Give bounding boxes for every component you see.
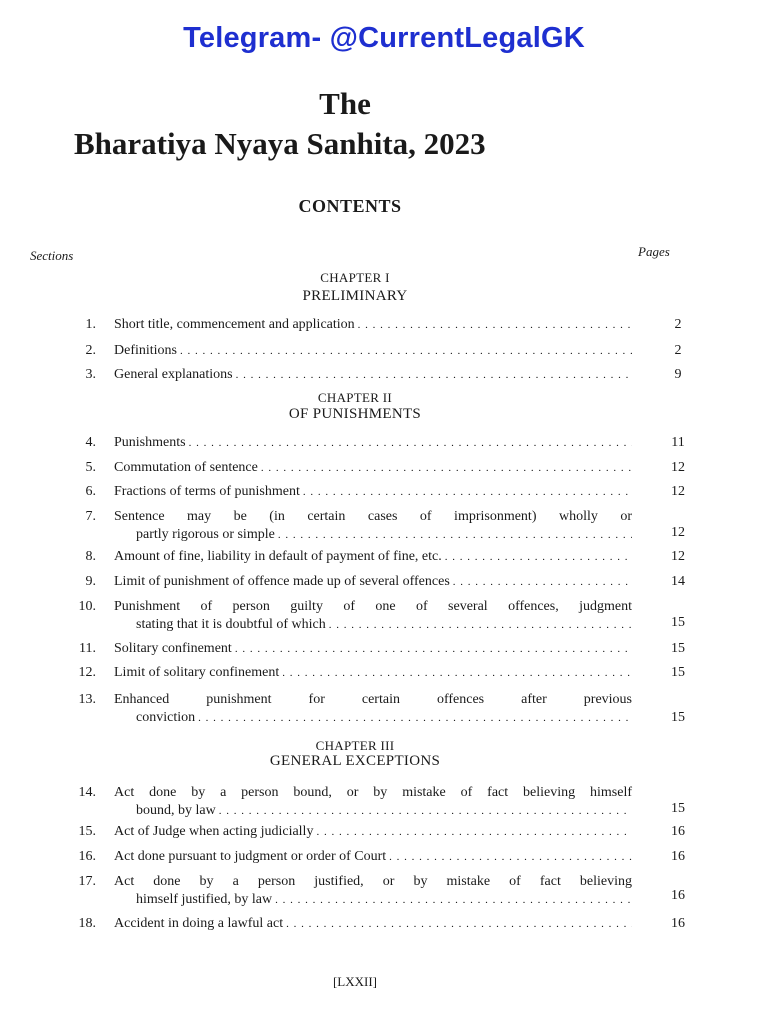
- page-number: 14: [671, 574, 685, 589]
- dot-leader: [453, 573, 632, 591]
- dot-leader: [261, 459, 632, 477]
- section-title-line: [114, 573, 632, 591]
- section-title: [114, 915, 632, 933]
- pages-column-label: Pages: [638, 244, 670, 259]
- section-title-text: Act done pursuant to judgment or order of Court: [114, 849, 387, 864]
- section-title-continuation: [114, 616, 632, 634]
- section-title-line: [114, 664, 632, 682]
- section-number: 7.: [85, 509, 96, 524]
- section-title-line: [114, 848, 632, 866]
- section-title-line: [114, 483, 632, 501]
- section-title: [114, 316, 632, 334]
- section-title: [114, 823, 632, 841]
- chapter-name: PRELIMINARY: [302, 288, 408, 304]
- page-number: 16: [671, 888, 685, 903]
- chapter-name: OF PUNISHMENTS: [288, 406, 422, 422]
- dot-leader: [445, 548, 632, 566]
- chapter-label: CHAPTER II: [317, 390, 393, 405]
- section-number: 8.: [85, 549, 96, 564]
- page-number: 15: [671, 641, 685, 656]
- section-title-text: Definitions: [114, 343, 177, 358]
- contents-heading: CONTENTS: [298, 196, 402, 216]
- section-title-text: partly rigorous or simple: [136, 527, 275, 542]
- page-number: 12: [671, 484, 685, 499]
- section-title: [114, 483, 632, 501]
- dot-leader: [316, 823, 632, 841]
- section-number: 13.: [78, 692, 96, 707]
- section-number: 16.: [78, 849, 96, 864]
- chapter-label: CHAPTER I: [320, 270, 390, 285]
- sections-column-label: Sections: [30, 248, 74, 263]
- page-number: 16: [671, 849, 685, 864]
- section-title: [114, 434, 632, 452]
- section-title-text: Act of Judge when acting judicially: [114, 824, 314, 839]
- section-title-line: Enhanced punishment for certain offences after previous: [114, 692, 632, 707]
- section-title: [114, 598, 632, 634]
- page-number: 12: [671, 460, 685, 475]
- section-title-line: Sentence may be (in certain cases of imprisonment) wholly or: [114, 509, 632, 524]
- section-title-text: Limit of solitary confinement: [114, 665, 280, 680]
- section-title-text: Short title, commencement and application: [114, 317, 355, 332]
- section-title: [114, 366, 632, 384]
- section-title-text: Accident in doing a lawful act: [114, 916, 284, 931]
- section-title: [114, 548, 632, 566]
- dot-leader: [235, 640, 632, 658]
- dot-leader: [358, 316, 632, 334]
- section-title-line: Act done by a person justified, or by mistake of fact believing: [114, 874, 632, 889]
- chapter-label: CHAPTER III: [315, 738, 395, 753]
- section-title-text: Amount of fine, liability in default of payment of fine, etc.: [114, 549, 442, 564]
- section-number: 6.: [85, 484, 96, 499]
- section-title: [114, 784, 632, 820]
- section-title-line: [114, 316, 632, 334]
- dot-leader: [278, 526, 632, 544]
- section-title-line: [114, 459, 632, 477]
- page-title: Bharatiya Nyaya Sanhita, 2023: [74, 126, 486, 161]
- section-number: 5.: [85, 460, 96, 475]
- section-number: 4.: [85, 435, 96, 450]
- section-title: [114, 342, 632, 360]
- section-title-continuation: [114, 802, 632, 820]
- page-number: 12: [671, 525, 685, 540]
- section-number: 3.: [85, 367, 96, 382]
- section-title-text: General explanations: [114, 367, 233, 382]
- dot-leader: [236, 366, 632, 384]
- page-number: 2: [674, 317, 682, 332]
- section-number: 14.: [78, 785, 96, 800]
- section-title-line: Punishment of person guilty of one of several offences, judgment: [114, 599, 632, 614]
- section-title-continuation: [114, 526, 632, 544]
- section-title-text: conviction: [136, 710, 196, 725]
- section-title-line: Act done by a person bound, or by mistake of fact believing himself: [114, 785, 632, 800]
- section-title-line: [114, 366, 632, 384]
- section-number: 18.: [78, 916, 96, 931]
- section-title-continuation: [114, 891, 632, 909]
- section-title-text: himself justified, by law: [136, 892, 273, 907]
- dot-leader: [286, 915, 632, 933]
- page-number: 16: [671, 824, 685, 839]
- page-number: 15: [671, 665, 685, 680]
- dot-leader: [389, 848, 632, 866]
- section-title-text: Punishments: [114, 435, 186, 450]
- page-number: 12: [671, 549, 685, 564]
- section-title-line: [114, 915, 632, 933]
- page-number: 9: [674, 367, 682, 382]
- section-title: [114, 459, 632, 477]
- section-title: [114, 573, 632, 591]
- dot-leader: [282, 664, 632, 682]
- section-title: [114, 873, 632, 909]
- section-title-text: stating that it is doubtful of which: [136, 617, 326, 632]
- section-title-text: Solitary confinement: [114, 641, 232, 656]
- section-title-continuation: [114, 709, 632, 727]
- page-number: 15: [671, 801, 685, 816]
- dot-leader: [180, 342, 632, 360]
- section-title-line: [114, 342, 632, 360]
- section-title: [114, 508, 632, 544]
- section-title-line: [114, 823, 632, 841]
- telegram-banner: Telegram- @CurrentLegalGK: [183, 22, 585, 54]
- section-title-line: [114, 434, 632, 452]
- dot-leader: [219, 802, 632, 820]
- section-number: 1.: [85, 317, 96, 332]
- dot-leader: [275, 891, 632, 909]
- section-title-line: [114, 548, 632, 566]
- page-number: 2: [674, 343, 682, 358]
- section-title-text: bound, by law: [136, 803, 216, 818]
- chapter-name: GENERAL EXCEPTIONS: [269, 753, 441, 769]
- section-title-text: Limit of punishment of offence made up of several offences: [114, 574, 450, 589]
- dot-leader: [189, 434, 632, 452]
- page-number: 15: [671, 710, 685, 725]
- section-number: 10.: [78, 599, 96, 614]
- section-number: 2.: [85, 343, 96, 358]
- section-title-line: [114, 640, 632, 658]
- page-number: 15: [671, 615, 685, 630]
- page-number: 11: [671, 435, 685, 450]
- section-title: [114, 664, 632, 682]
- title-the: The: [319, 86, 371, 121]
- section-title: [114, 848, 632, 866]
- section-number: 15.: [78, 824, 96, 839]
- dot-leader: [329, 616, 632, 634]
- page-marker: [LXXII]: [332, 974, 378, 989]
- section-number: 12.: [78, 665, 96, 680]
- section-number: 17.: [78, 874, 96, 889]
- page-number: 16: [671, 916, 685, 931]
- dot-leader: [198, 709, 632, 727]
- section-title-text: Commutation of sentence: [114, 460, 258, 475]
- section-title: [114, 691, 632, 727]
- section-title-text: Fractions of terms of punishment: [114, 484, 300, 499]
- section-title: [114, 640, 632, 658]
- dot-leader: [303, 483, 632, 501]
- section-number: 9.: [85, 574, 96, 589]
- section-number: 11.: [79, 641, 96, 656]
